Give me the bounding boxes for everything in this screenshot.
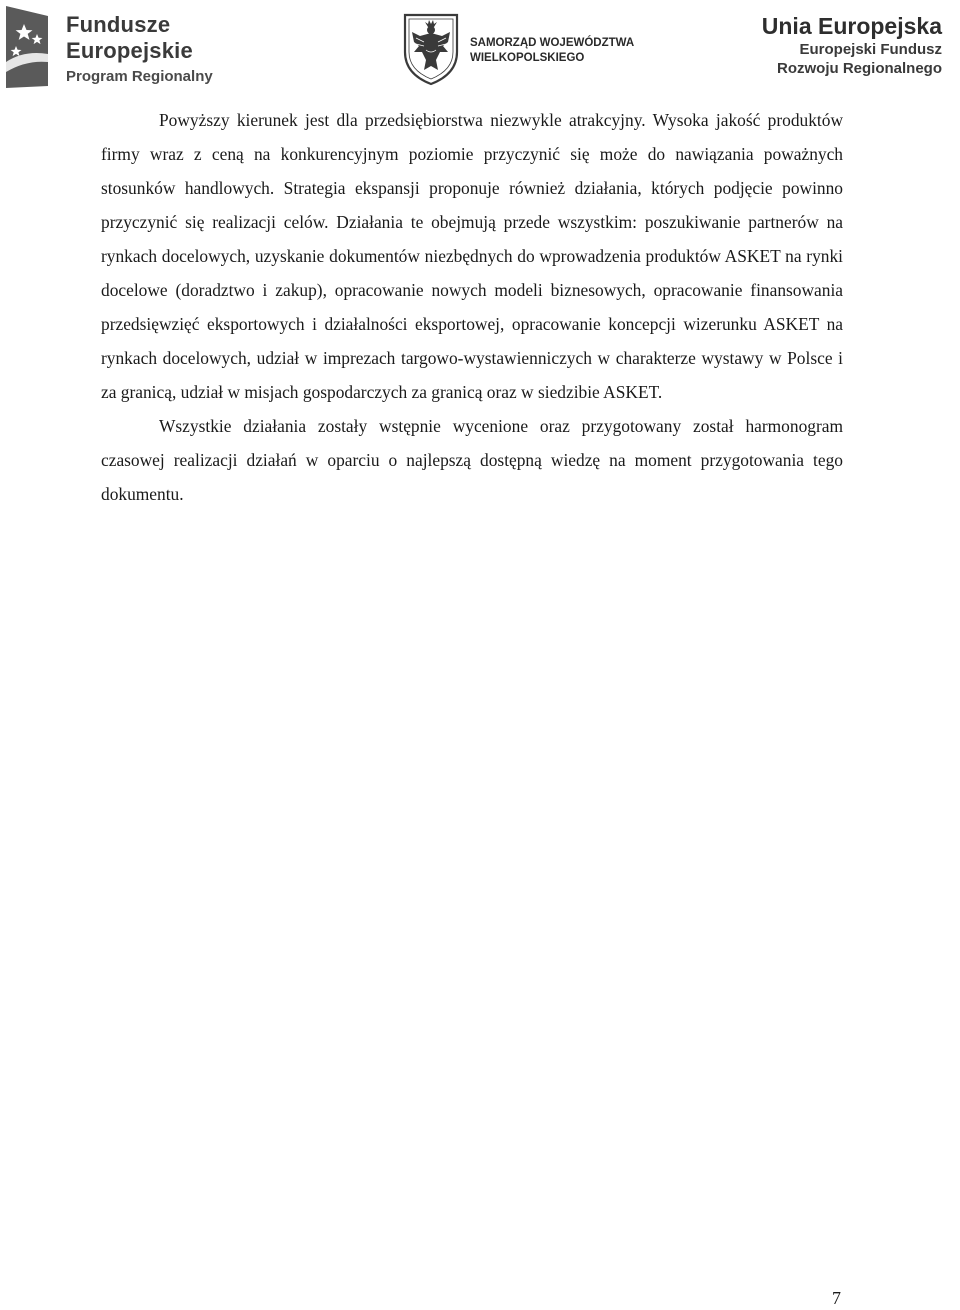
- body-paragraph: Wszystkie działania zostały wstępnie wycenione oraz przygotowany został harmonogram czasowej realizacji działań w oparciu o najlepszą dostępną wiedzę na moment przygotowania tego dokumentu.: [101, 416, 843, 504]
- logo-fe-line2: Europejskie: [66, 38, 193, 63]
- logo-fe-line3: Program Regionalny: [66, 68, 213, 85]
- fundusze-europejskie-logo: [4, 2, 214, 90]
- header-logo-bar: [0, 0, 960, 92]
- samorzad-wojewodztwa-wordmark: [470, 36, 634, 66]
- samorzad-wojewodztwa-logo: [402, 12, 652, 86]
- eagle-crest-icon: [402, 12, 460, 86]
- logo-ue-line3: Rozwoju Regionalnego: [777, 60, 942, 77]
- logo-fe-line1: Fundusze: [66, 12, 171, 37]
- logo-ue-line2: Europejski Fundusz: [799, 41, 942, 58]
- page-number: 7: [832, 1288, 841, 1308]
- logo-sw-line1: SAMORZĄD WOJEWÓDZTWA: [470, 37, 635, 49]
- fundusze-europejskie-wordmark: [66, 12, 213, 88]
- body-paragraph: Powyższy kierunek jest dla przedsiębiorstwa niezwykle atrakcyjny. Wysoka jakość produktów firmy wraz z ceną na konkurencyjnym poziomie przyczynić się może do nawiązania poważnych stosunków handlowych. Strategia ekspansji proponuje również działania, których podjęcie powinno przyczynić się realizacji celów. Działania te obejmują przede wszystkim: poszukiwanie partnerów na rynkach docelowych, uzyskanie dokumentów niezbędnych do wprowadzenia produktów ASKET na rynki docelowe (doradztwo i zakup), opracowanie nowych modeli biznesowych, opracowanie finansowania przedsięwzięć eksportowych i działalności eksportowej, opracowanie koncepcji wizerunku ASKET na rynkach docelowych, udział w imprezach targowo-wystawienniczych w charakterze wystawy w Polsce i za granicą, udział w misjach gospodarczych za granicą oraz w siedzibie ASKET.: [101, 110, 843, 402]
- logo-sw-line2: WIELKOPOLSKIEGO: [470, 52, 585, 64]
- star-flag-icon: [4, 2, 52, 90]
- logo-ue-line1: Unia Europejska: [761, 13, 942, 39]
- document-body: [101, 103, 843, 511]
- unia-europejska-logo: [722, 12, 942, 86]
